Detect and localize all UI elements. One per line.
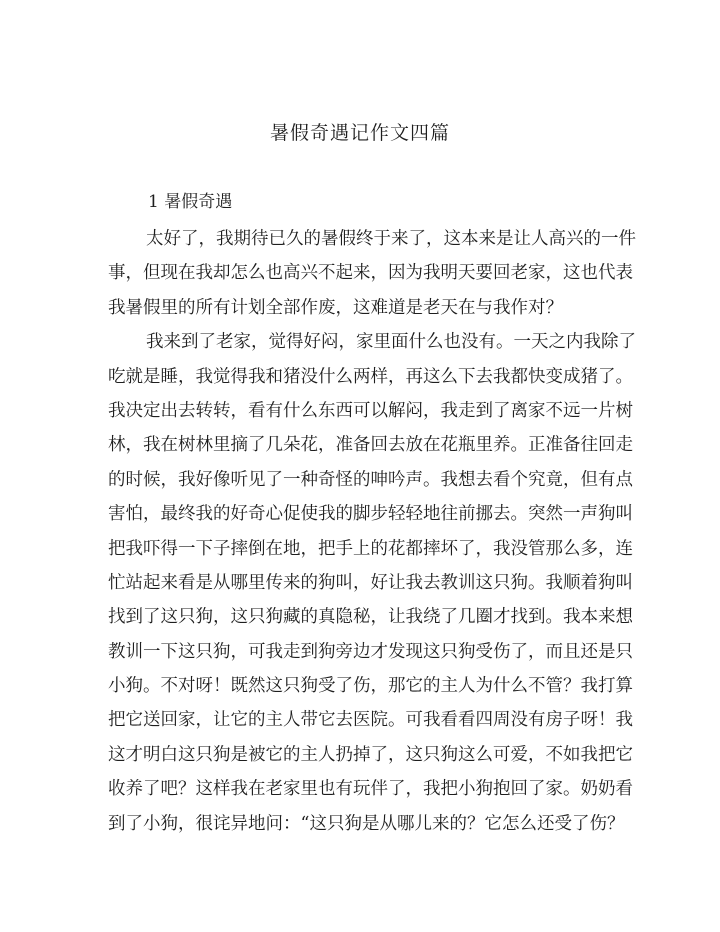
text-line: 吃就是睡，我觉得我和猪没什么两样，再这么下去我都快变成猪了。 (108, 366, 633, 387)
text-line: 害怕，最终我的好奇心促使我的脚步轻轻地往前挪去。突然一声狗叫 (108, 504, 633, 525)
text-line: 我暑假里的所有计划全部作废，这难道是老天在与我作对？ (108, 297, 563, 318)
text-line: 事，但现在我却怎么也高兴不起来，因为我明天要回老家，这也代表 (108, 263, 633, 284)
text-line: 太好了，我期待已久的暑假终于来了，这本来是让人高兴的一件 (146, 229, 636, 249)
text-line: 我来到了老家，觉得好闷，家里面什么也没有。一天之内我除了 (146, 332, 636, 353)
text-line: 收养了吧？这样我在老家里也有玩伴了，我把小狗抱回了家。奶奶看 (108, 779, 633, 800)
paragraph (108, 325, 636, 841)
section-heading: 1 暑假奇遇 (148, 192, 233, 212)
text-line: 把我吓得一下子摔倒在地，把手上的花都摔坏了，我没管那么多，连 (108, 538, 633, 559)
text-line: 的时候，我好像听见了一种奇怪的呻吟声。我想去看个究竟，但有点 (108, 469, 633, 490)
text-line: 把它送回家，让它的主人带它去医院。可我看看四周没有房子呀！我 (108, 710, 633, 731)
text-line: 林，我在树林里摘了几朵花，准备回去放在花瓶里养。正准备往回走 (108, 435, 633, 456)
paragraph (108, 222, 636, 325)
text-line: 忙站起来看是从哪里传来的狗叫，好让我去教训这只狗。我顺着狗叫 (108, 572, 633, 593)
text-line: 找到了这只狗，这只狗藏的真隐秘，让我绕了几圈才找到。我本来想 (108, 607, 633, 628)
text-line: 到了小狗，很诧异地问：“这只狗是从哪儿来的？它怎么还受了伤？ (108, 813, 625, 834)
text-line: 小狗。不对呀！既然这只狗受了伤，那它的主人为什么不管？我打算 (108, 676, 633, 697)
document-body (108, 222, 636, 841)
text-line: 我决定出去转转，看有什么东西可以解闷，我走到了离家不远一片树 (108, 400, 633, 421)
text-line: 这才明白这只狗是被它的主人扔掉了，这只狗这么可爱，不如我把它 (108, 744, 633, 765)
text-line: 教训一下这只狗，可我走到狗旁边才发现这只狗受伤了，而且还是只 (108, 641, 633, 662)
document-title: 暑假奇遇记作文四篇 (269, 122, 450, 144)
